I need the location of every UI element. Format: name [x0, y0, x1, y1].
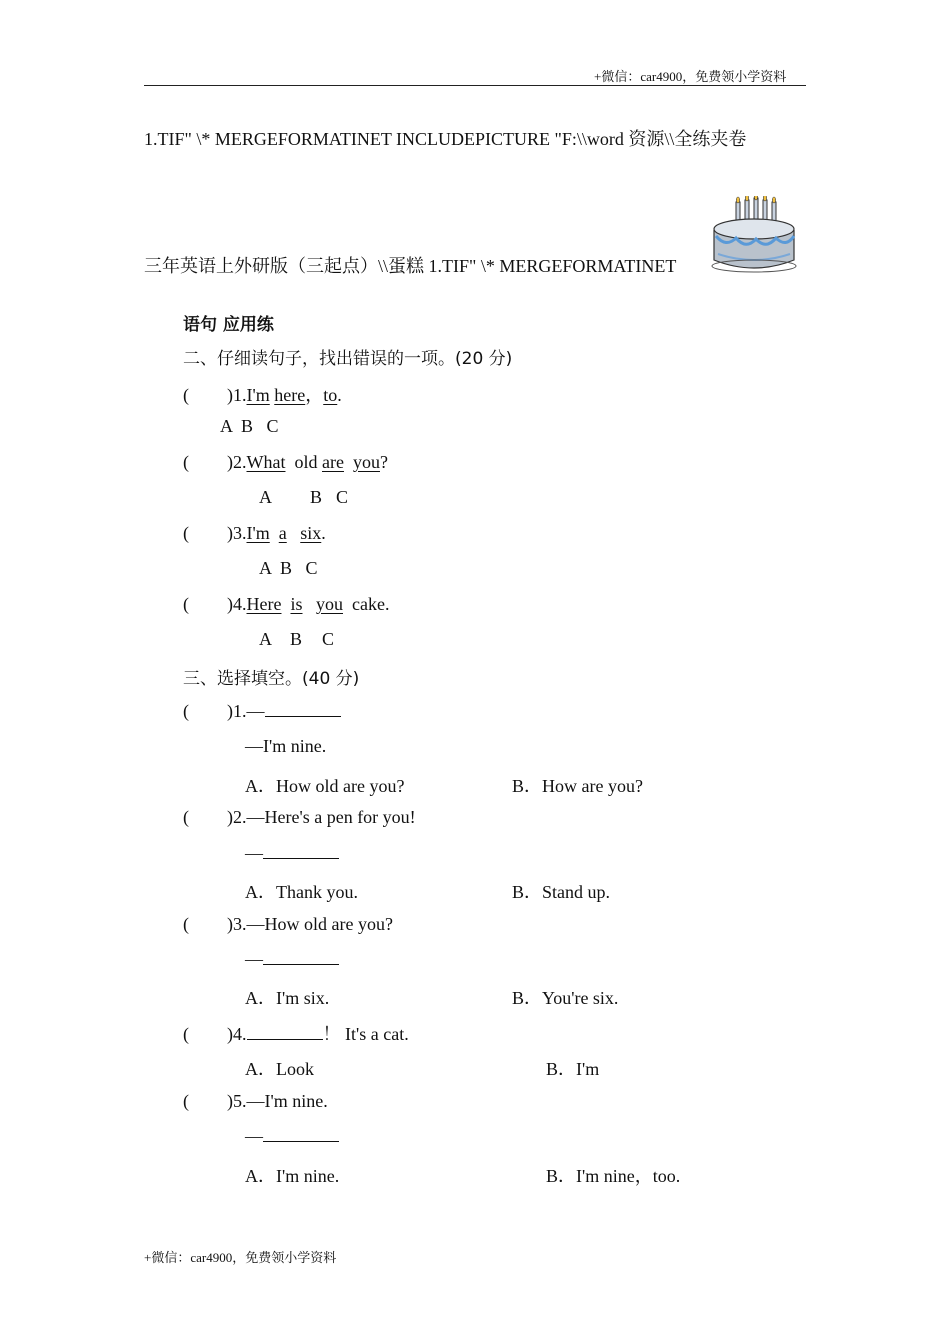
- answer-blank[interactable]: [265, 715, 341, 717]
- option-letters: A B C: [220, 416, 279, 436]
- header-watermark: +微信：car4900，免费领小学资料: [594, 69, 787, 84]
- option-letter-b: B: [310, 487, 323, 507]
- option-a: A．How old are you?: [245, 776, 405, 796]
- question-row: ( )4. ！ It's a cat.: [183, 1024, 409, 1044]
- question-row: ( )4.Here is you cake.: [183, 594, 390, 614]
- reply-blank-row: —: [245, 949, 339, 970]
- answer-paren-open[interactable]: (: [183, 523, 189, 543]
- option-a: A．I'm six.: [245, 988, 330, 1008]
- birthday-cake-image: [710, 196, 798, 274]
- reply-blank-row: —: [245, 1126, 339, 1147]
- option-b: B．I'm: [546, 1059, 600, 1079]
- field-code-line2: 三年英语上外研版（三起点）\\蛋糕 1.TIF" \* MERGEFORMATINET: [144, 256, 677, 276]
- question-row: ( )3.—How old are you?: [183, 914, 393, 934]
- option-a: A．Thank you.: [245, 882, 358, 902]
- option-letters: A B C: [259, 558, 318, 578]
- dialogue-reply: —I'm nine.: [245, 736, 327, 756]
- option-b: B．How are you?: [512, 776, 643, 796]
- option-letter-b: B: [290, 629, 303, 649]
- part3-heading: 三、选择填空。(40 分): [183, 669, 360, 689]
- answer-paren-open[interactable]: (: [183, 701, 189, 721]
- option-a: A．Look: [245, 1059, 314, 1079]
- option-b: B．Stand up.: [512, 882, 611, 902]
- answer-blank[interactable]: [263, 963, 339, 965]
- answer-paren-open[interactable]: (: [183, 914, 189, 934]
- option-letter-a: A: [259, 629, 272, 649]
- section-title: 语句 应用练: [183, 315, 274, 335]
- reply-blank-row: —: [245, 843, 339, 864]
- option-b: B．You're six.: [512, 988, 619, 1008]
- question-row: ( )2.—Here's a pen for you!: [183, 807, 416, 827]
- answer-paren-open[interactable]: (: [183, 1024, 189, 1044]
- answer-paren-open[interactable]: (: [183, 807, 189, 827]
- field-code-line1: 1.TIF" \* MERGEFORMATINET INCLUDEPICTURE "F:\\word 资源\\全练夹卷: [144, 129, 747, 149]
- option-letter-c: C: [322, 629, 335, 649]
- question-row: ( )3.I'm a six.: [183, 523, 326, 543]
- answer-paren-open[interactable]: (: [183, 594, 189, 614]
- question-row: ( )5.—I'm nine.: [183, 1091, 328, 1111]
- part2-heading: 二、仔细读句子，找出错误的一项。(20 分): [183, 349, 513, 369]
- header-rule: [144, 85, 806, 86]
- option-letter-a: A: [259, 487, 272, 507]
- question-row: ( )2.What old are you?: [183, 452, 388, 472]
- question-row: ( )1.I'm here，to.: [183, 385, 342, 405]
- answer-blank[interactable]: [263, 1140, 339, 1142]
- question-row: ( )1.—: [183, 701, 341, 722]
- option-letter-c: C: [336, 487, 349, 507]
- answer-blank[interactable]: [263, 857, 339, 859]
- answer-paren-open[interactable]: (: [183, 1091, 189, 1111]
- option-b: B．I'm nine，too.: [546, 1166, 681, 1186]
- option-a: A．I'm nine.: [245, 1166, 340, 1186]
- answer-paren-open[interactable]: (: [183, 385, 189, 405]
- footer-watermark: +微信：car4900，免费领小学资料: [144, 1250, 337, 1265]
- answer-paren-open[interactable]: (: [183, 452, 189, 472]
- answer-blank[interactable]: [247, 1038, 323, 1040]
